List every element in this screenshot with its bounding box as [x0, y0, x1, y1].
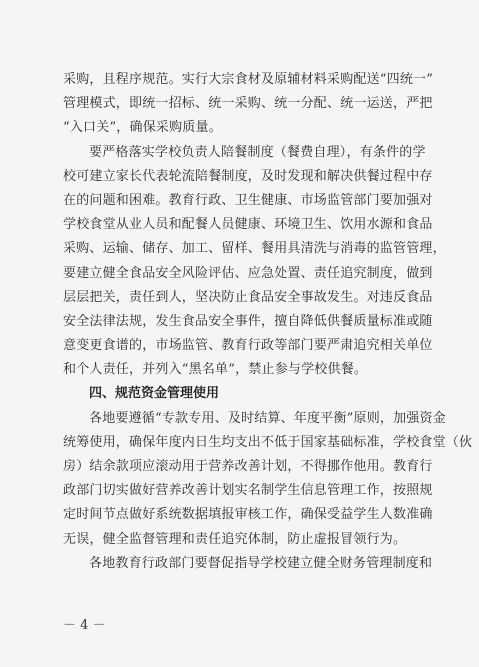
text-line: 校可建立家长代表轮流陪餐制度，及时发现和解决供餐过程中存: [63, 168, 433, 184]
text-line: 房）结余款项应滚动用于营养改善计划，不得挪作他用。教育行: [63, 459, 433, 474]
text-line: 定时间节点做好系统数据填报审核工作，确保受益学生人数准确: [63, 507, 433, 523]
page-number: － 4 －: [63, 618, 106, 633]
text-line: 采购，且程序规范。实行大宗食材及原辅材料采购配送“四统一”: [63, 72, 434, 87]
text-line: 统筹使用，确保年度内日生均支出不低于国家基础标准，学校食堂（伙: [63, 434, 473, 450]
text-line: 采购、运输、储存、加工、留样、餐用具清洗与消毒的监管管理，: [63, 241, 446, 257]
text-line: 在的问题和困难。教育行政、卫生健康、市场监管部门要加强对: [63, 192, 433, 208]
text-line: 意变更食谱的，市场监管、教育行政等部门要严肃追究相关单位: [63, 338, 433, 354]
text-line: 要建立健全食品安全风险评估、应急处置、责任追究制度，做到: [63, 265, 433, 281]
text-line: 各地教育行政部门要督促指导学校建立健全财务管理制度和: [89, 555, 433, 571]
text-line: 无误，健全监督管理和责任追究体制，防止虚报冒领行为。: [63, 531, 407, 547]
text-line: 和个人责任，并列入“黑名单”，禁止参与学校供餐。: [63, 362, 368, 378]
text-line: 安全法律法规，发生食品安全事件，擅自降低供餐质量标准或随: [63, 313, 433, 329]
text-line: 管理模式，即统一招标、统一采购、统一分配、统一运送，严把: [63, 96, 433, 112]
text-line: 政部门切实做好营养改善计划实名制学生信息管理工作，按照规: [63, 483, 433, 499]
section-heading: 四、规范资金管理使用: [89, 386, 220, 402]
text-line: 学校食堂从业人员和配餐人员健康、环境卫生、饮用水源和食品: [63, 217, 433, 233]
text-line: 要严格落实学校负责人陪餐制度（餐费自理），有条件的学: [89, 144, 426, 160]
text-line: 各地要遵循“专款专用、及时结算、年度平衡”原则，加强资金: [89, 410, 446, 426]
text-line: 层层把关，责任到人，坚决防止食品安全事故发生。对违反食品: [63, 289, 433, 305]
document-body: [63, 68, 473, 576]
text-line: “入口关”，确保采购质量。: [63, 120, 222, 136]
